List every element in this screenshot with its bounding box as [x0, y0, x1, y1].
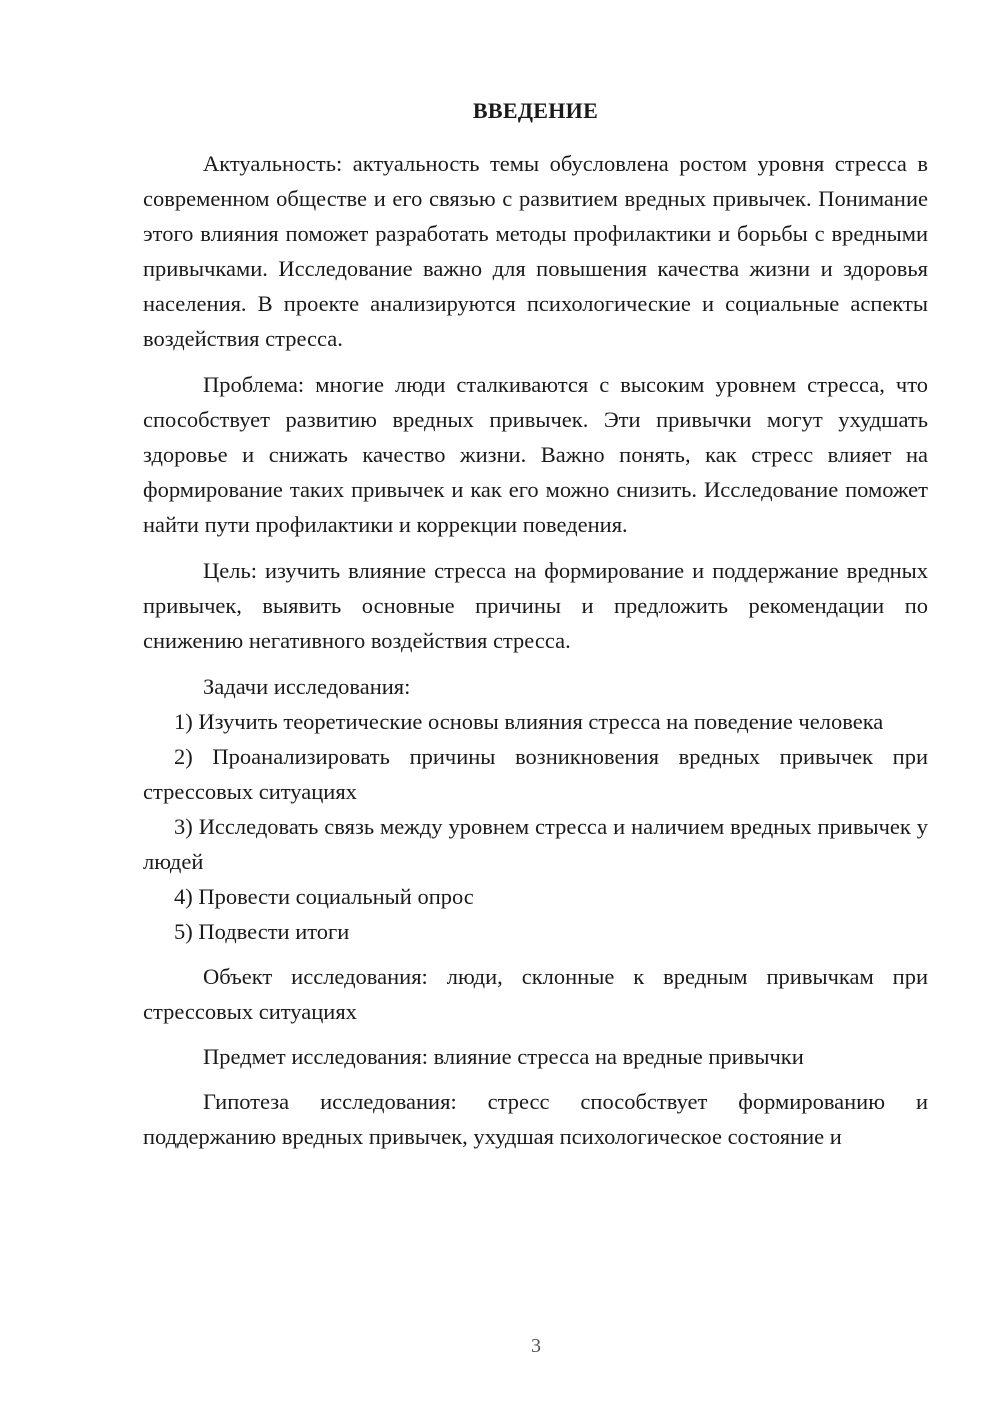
task-item-2: 2) Проанализировать причины возникновения вредных привычек при стрессовых ситуациях [143, 744, 928, 804]
page-content [143, 96, 928, 1154]
page-number: 3 [531, 1335, 541, 1357]
paragraph-hypothesis: Гипотеза исследования: стресс способствует формированию и поддержанию вредных привычек, ухудшая психологическое состояние и [143, 1089, 928, 1149]
paragraph-problem: Проблема: многие люди сталкиваются с высоким уровнем стресса, что способствует развитию вредных привычек. Эти привычки могут ухудшать здоровье и снижать качество жизни. Важно понять, как стресс влияет на формирование таких привычек и как его можно снизить. Исследование поможет найти пути профилактики и коррекции поведения. [143, 372, 928, 537]
task-item-4: 4) Провести социальный опрос [174, 884, 474, 909]
paragraph-goal: Цель: изучить влияние стресса на формирование и поддержание вредных привычек, выявить основные причины и предложить рекомендации по снижению негативного воздействия стресса. [143, 558, 928, 653]
paragraph-subject: Предмет исследования: влияние стресса на вредные привычки [203, 1044, 804, 1069]
tasks-heading: Задачи исследования: [203, 674, 411, 699]
paragraph-relevance: Актуальность: актуальность темы обусловлена ростом уровня стресса в современном обществе и его связью с развитием вредных привычек. Понимание этого влияния поможет разработать методы профилактики и борьбы с вредными привычками. Исследование важно для повышения качества жизни и здоровья населения. В проекте анализируются психологические и социальные аспекты воздействия стресса. [143, 151, 928, 351]
task-item-1: 1) Изучить теоретические основы влияния стресса на поведение человека [174, 709, 884, 734]
task-item-5: 5) Подвести итоги [174, 919, 350, 944]
paragraph-object: Объект исследования: люди, склонные к вредным привычкам при стрессовых ситуациях [143, 964, 928, 1024]
page-title: ВВЕДЕНИЕ [472, 98, 599, 123]
task-item-3: 3) Исследовать связь между уровнем стресса и наличием вредных привычек у людей [143, 814, 928, 874]
